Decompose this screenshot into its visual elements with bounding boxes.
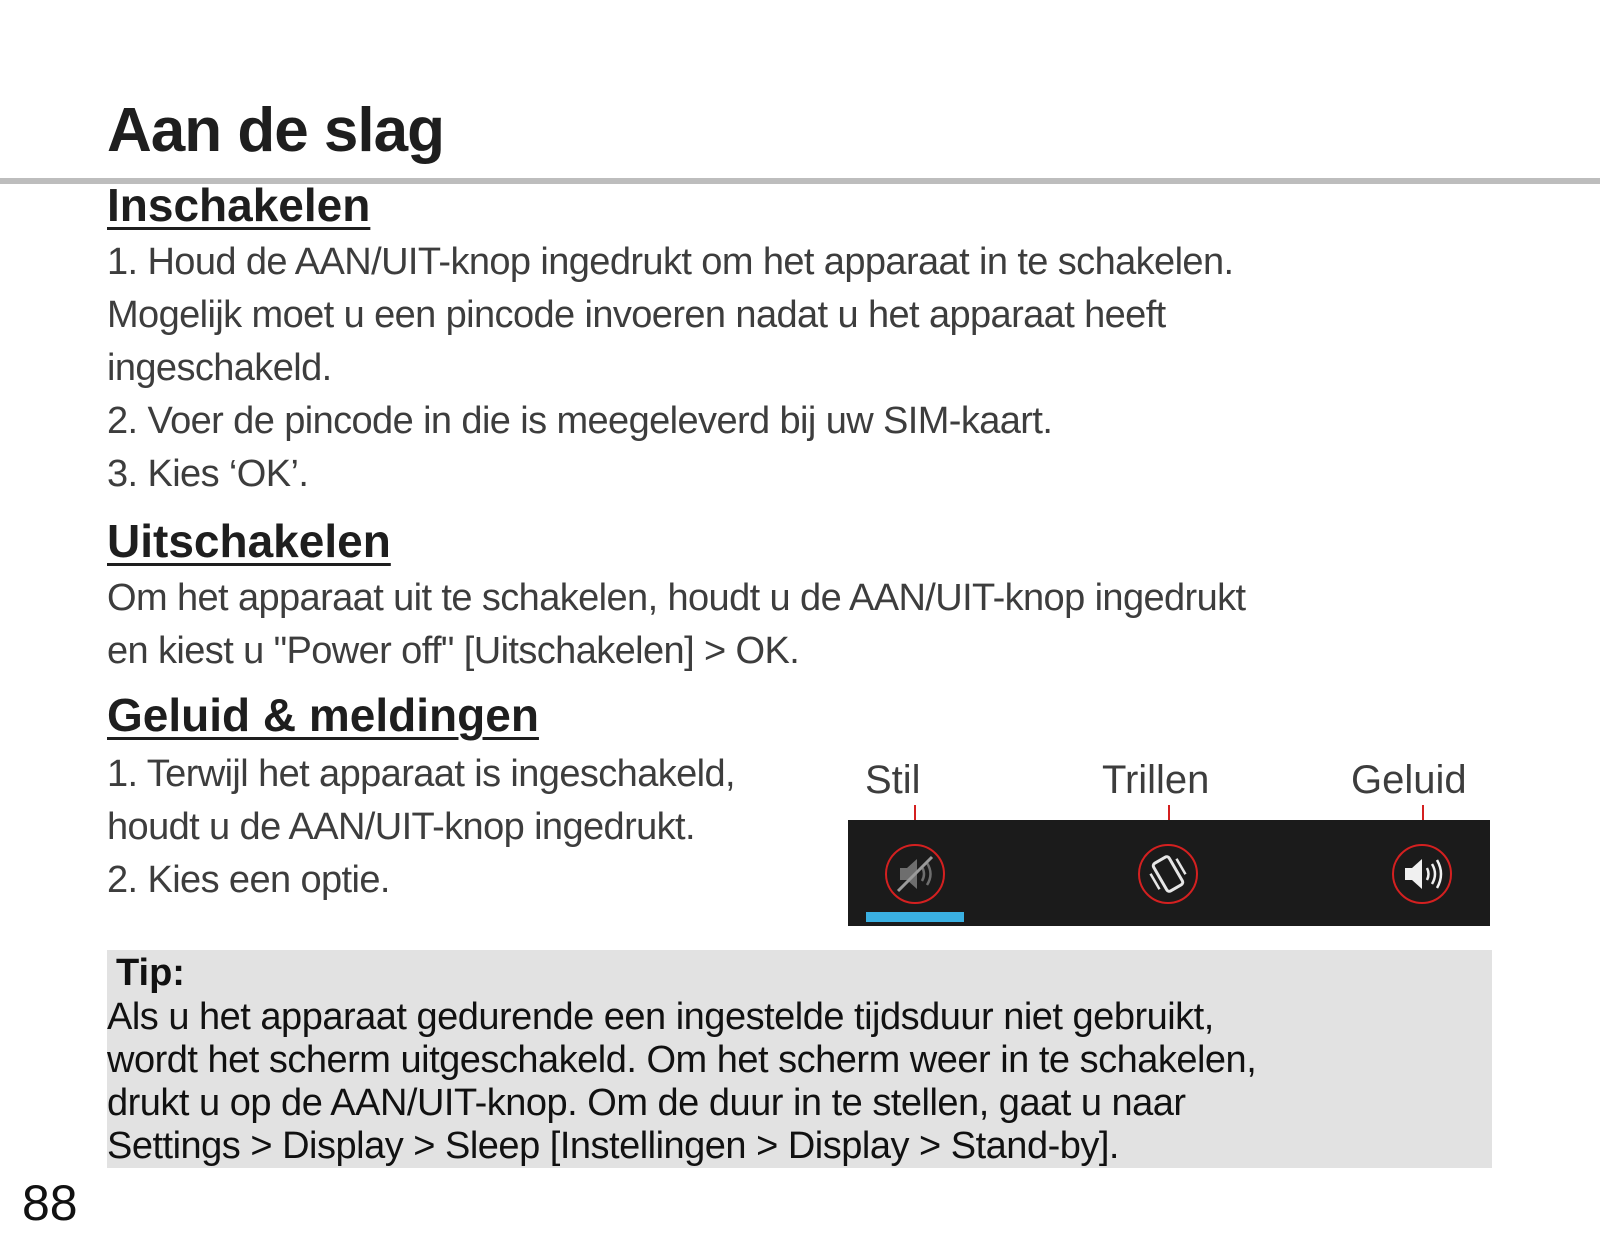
text-line: houdt u de AAN/UIT-knop ingedrukt. bbox=[107, 806, 695, 848]
text-line: 2. Voer de pincode in die is meegeleverd bij uw SIM-kaart. bbox=[107, 400, 1053, 442]
tip-title: Tip: bbox=[116, 952, 185, 994]
text-line: 3. Kies ‘OK’. bbox=[107, 453, 309, 495]
mode-label-stil: Stil bbox=[865, 758, 921, 802]
inschakelen-text bbox=[107, 236, 1233, 501]
sound-icon[interactable] bbox=[1391, 843, 1453, 905]
tip-text bbox=[107, 996, 1256, 1168]
text-line: Settings > Display > Sleep [Instellingen > Display > Stand-by]. bbox=[107, 1125, 1119, 1167]
text-line: 1. Terwijl het apparaat is ingeschakeld, bbox=[107, 753, 736, 795]
text-line: Mogelijk moet u een pincode invoeren nadat u het apparaat heeft bbox=[107, 294, 1166, 336]
heading-uitschakelen: Uitschakelen bbox=[107, 515, 391, 567]
active-mode-indicator bbox=[866, 912, 964, 922]
mode-label-trillen: Trillen bbox=[1102, 758, 1210, 802]
vibrate-icon[interactable] bbox=[1137, 843, 1199, 905]
text-line: drukt u op de AAN/UIT-knop. Om de duur in te stellen, gaat u naar bbox=[107, 1082, 1186, 1124]
text-line: Om het apparaat uit te schakelen, houdt u de AAN/UIT-knop ingedrukt bbox=[107, 577, 1246, 619]
mode-label-geluid: Geluid bbox=[1351, 758, 1467, 802]
text-line: 2. Kies een optie. bbox=[107, 859, 390, 901]
geluid-text bbox=[107, 748, 735, 907]
text-line: Als u het apparaat gedurende een ingestelde tijdsduur niet gebruikt, bbox=[107, 996, 1214, 1038]
heading-inschakelen: Inschakelen bbox=[107, 179, 371, 231]
page-title: Aan de slag bbox=[107, 96, 444, 165]
page-number: 88 bbox=[22, 1175, 78, 1231]
text-line: wordt het scherm uitgeschakeld. Om het scherm weer in te schakelen, bbox=[107, 1039, 1257, 1081]
mute-icon[interactable] bbox=[884, 843, 946, 905]
text-line: ingeschakeld. bbox=[107, 347, 332, 389]
text-line: 1. Houd de AAN/UIT-knop ingedrukt om het apparaat in te schakelen. bbox=[107, 241, 1234, 283]
text-line: en kiest u "Power off" [Uitschakelen] > OK. bbox=[107, 630, 800, 672]
heading-geluid: Geluid & meldingen bbox=[107, 689, 539, 741]
uitschakelen-text bbox=[107, 572, 1246, 678]
